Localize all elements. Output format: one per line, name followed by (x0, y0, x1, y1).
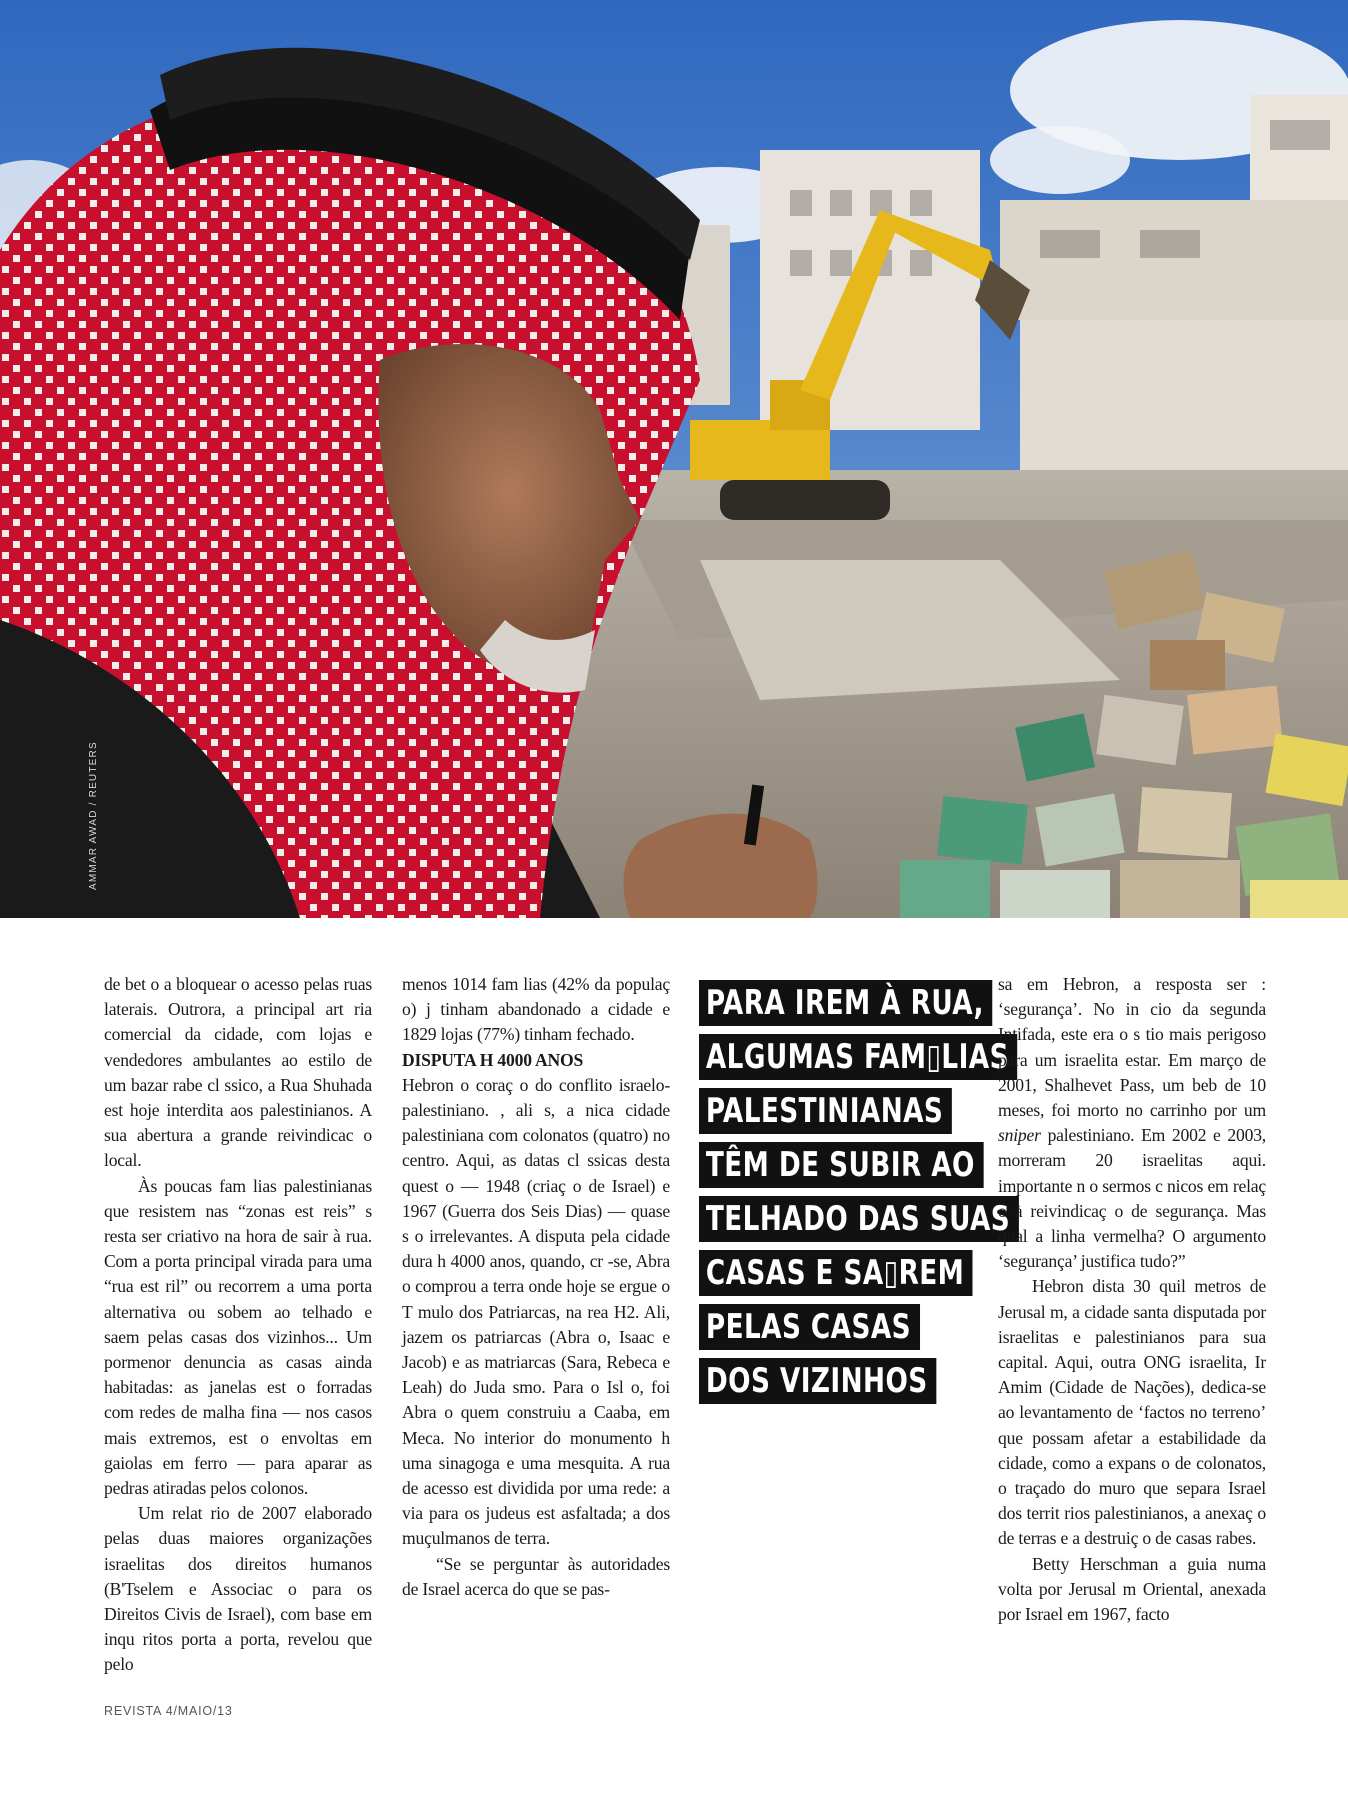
photo-credit: AMMAR AWAD / REUTERS (88, 741, 99, 890)
paragraph: Hebron o coraç o do conflito israelo-palestiniano. , ali s, a nica cidade palestiniana com colonatos (quatro) no centro. Aqui, as datas cl ssicas desta quest o — 1948 (criaç o de Israel) e 1967 (Guerra dos Seis Dias) — quase s o irrelevantes. A disputa pela cidade dura h 4000 anos, quando, cr -se, Abra o comprou a terra onde hoje se ergue o T mulo dos Patriarcas, na rea H2. Ali, jazem os patriarcas (Abra o, Isaac e Jacob) e as matriarcas (Sara, Rebeca e Leah) do Juda smo. Para o Isl o, foi Abra o quem construiu a Caaba, em Meca. No interior do monumento h uma sinagoga e uma mesquita. A rua de acesso est dividida por uma rede: a via para os judeus est asfaltada; a dos muçulmanos de terra. (402, 1074, 670, 1549)
section-subhead: DISPUTA H 4000 ANOS (402, 1049, 584, 1070)
article-column-1 (104, 972, 372, 1678)
article-column-4 (998, 972, 1266, 1627)
article-column-2 (402, 972, 670, 1602)
pull-quote-line: TÊM DE SUBIR AO (699, 1142, 983, 1188)
italic-term: sniper (998, 1125, 1041, 1146)
pull-quote-line: CASAS E SA▯REM (699, 1250, 973, 1296)
paragraph: menos 1014 fam lias (42% da populaç o) j tinham abandonado a cidade e 1829 lojas (77%) tinham fechado. (402, 974, 670, 1045)
pull-quote-line: PALESTINIANAS (699, 1088, 952, 1134)
paragraph: Às poucas fam lias palestinianas que resistem nas “zonas est reis” s resta ser criativo na hora de sair à rua. Com a porta principal virada para uma “rua est ril” ou recorrem a uma porta alternativa ou sobem ao telhado e saem pelas casas dos vizinhos... Um pormenor denuncia as casas ainda habitadas: as janelas est o forradas com redes de malha fina — nos casos mais extremos, est o envoltas em gaiolas em ferro — para aparar as pedras atiradas pelos colonos. (104, 1175, 372, 1499)
paragraph: Betty Herschman a guia numa volta por Jerusal m Oriental, anexada por Israel em 1967, facto (998, 1553, 1266, 1625)
pull-quote-line: PELAS CASAS (699, 1304, 920, 1350)
paragraph: de bet o a bloquear o acesso pelas ruas laterais. Outrora, a principal art ria comercial da cidade, com lojas e vendedores ambulantes ao estilo de um bazar rabe cl ssico, a Rua Shuhada est hoje interdita aos palestinianos. A sua abertura a grande reivindicac o local. (104, 974, 372, 1171)
paragraph-text: sa em Hebron, a resposta ser : ‘segurança’. No in cio da segunda Intifada, este era o s tio mais perigoso para um israelita estar. Em março de 2001, Shalhevet Pass, um beb de 10 meses, foi morto no carrinho por um (998, 974, 1266, 1121)
paragraph-text: palestiniano. Em 2002 e 2003, morreram 20 israelitas aqui. importante n o sermos c nicos em relaç o à reivindicaç o de segurança. Mas qual a linha vermelha? O argumento ‘segurança’ justifica tudo?” (998, 1125, 1266, 1272)
paragraph: Um relat rio de 2007 elaborado pelas duas maiores organizações israelitas dos direitos humanos (B'Tselem e Associac o para os Direitos Civis de Israel), com base em inqu ritos porta a porta, revelou que pelo (104, 1503, 372, 1675)
paragraph: Hebron dista 30 quil metros de Jerusal m, a cidade santa disputada por israelitas e palestinianos para sua capital. Aqui, outra ONG israelita, Ir Amim (Cidade de Nações), dedica-se ao levantamento de ‘factos no terreno’ que possam afetar a estabilidade da cidade, como a expans o de colonatos, o traçado do muro que separa Israel dos territ rios palestinianos, a anexaç o de terras e a destruiç o de casas rabes. (998, 1276, 1266, 1549)
pull-quote-line: TELHADO DAS SUAS (699, 1196, 1019, 1242)
pull-quote-line: PARA IREM À RUA, (699, 980, 993, 1026)
paragraph: “Se se perguntar às autoridades de Israel acerca do que se pas- (402, 1553, 670, 1599)
paragraph (998, 972, 1266, 1274)
pull-quote-line: ALGUMAS FAM▯LIAS (699, 1034, 1018, 1080)
pull-quote-line: DOS VIZINHOS (699, 1358, 936, 1404)
pull-quote (699, 980, 1011, 1412)
page-footer: REVISTA 4/MAIO/13 (104, 1704, 233, 1718)
